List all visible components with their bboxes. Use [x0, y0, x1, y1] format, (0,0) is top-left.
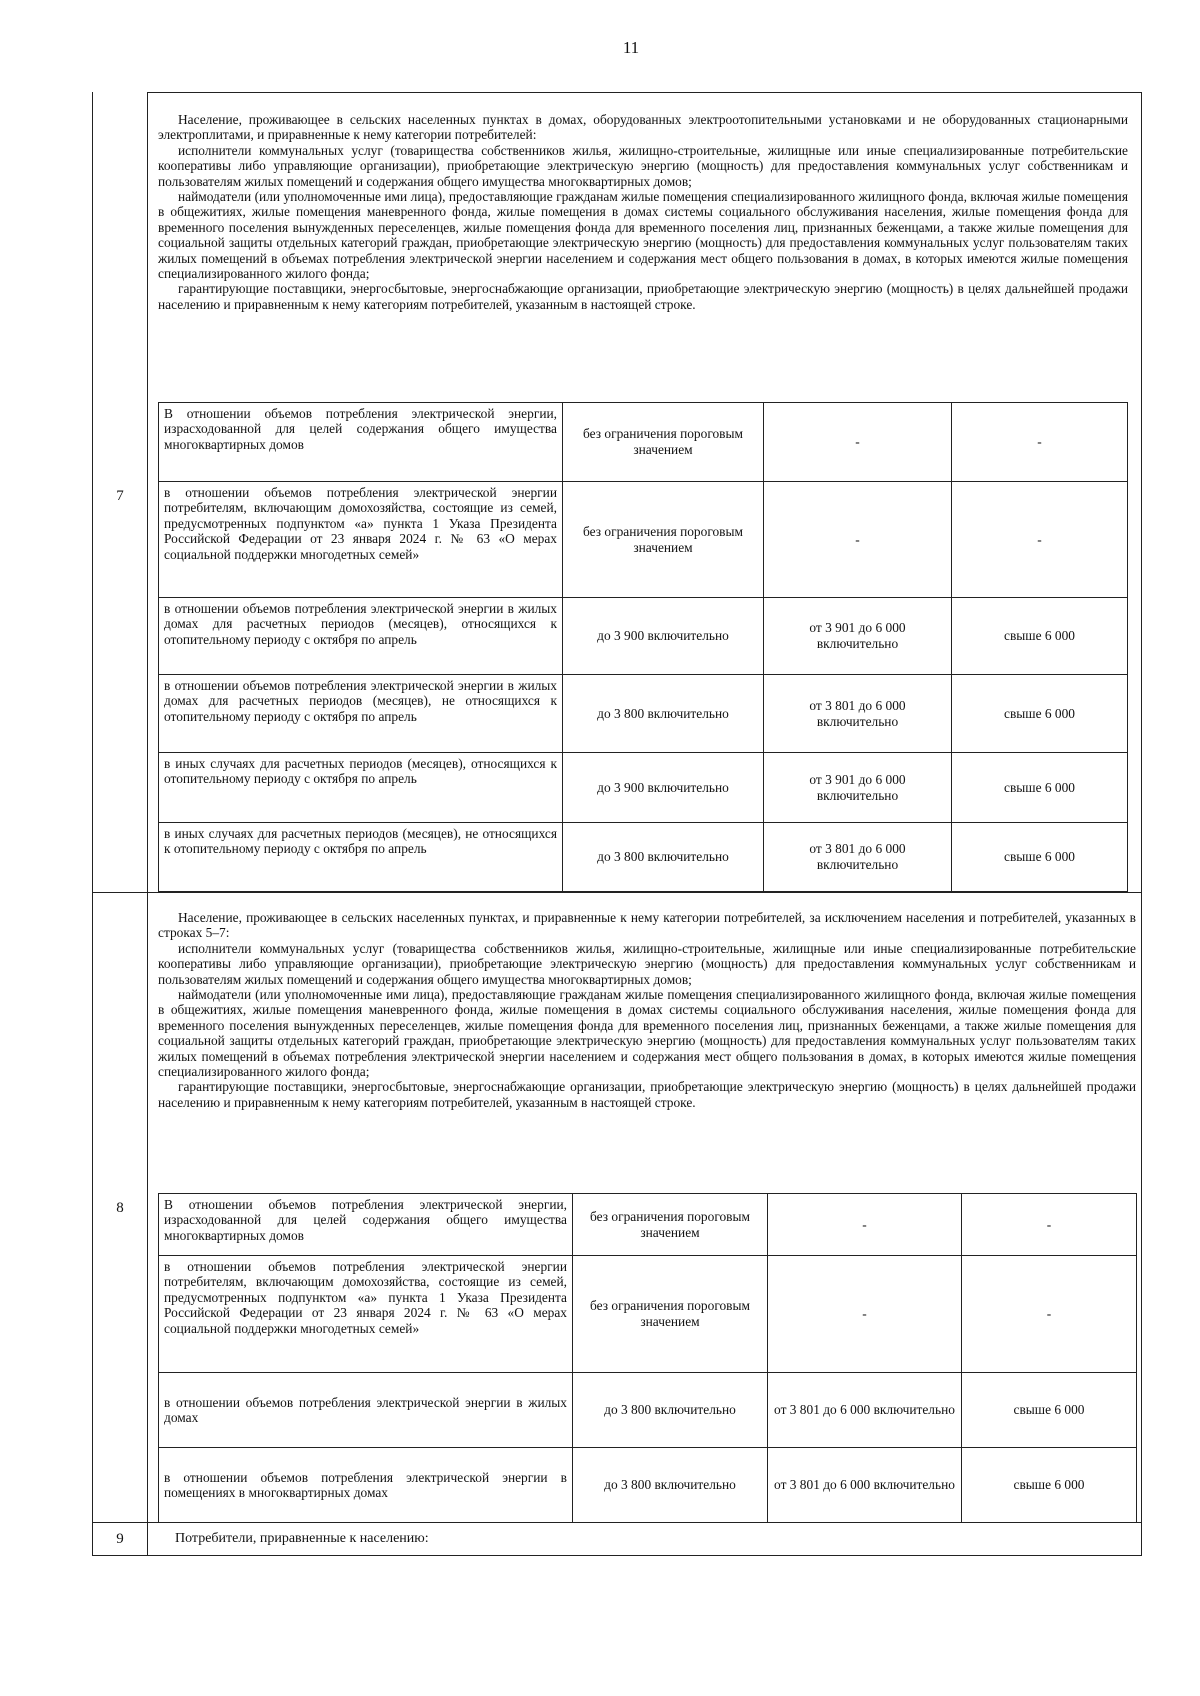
row8-sub1-description: В отношении объемов потребления электрической энергии, израсходованной для целей содержания общего имущества многоквартирных домов — [158, 1193, 573, 1256]
number-column-divider — [147, 92, 148, 1556]
row8-sub4-threshold-2: от 3 801 до 6 000 включительно — [767, 1447, 962, 1523]
row7-sub1-description: В отношении объемов потребления электрической энергии, израсходованной для целей содержания общего имущества многоквартирных домов — [158, 402, 563, 482]
row7-sub3-threshold-3: свыше 6 000 — [951, 597, 1128, 675]
row8-sub3-threshold-2: от 3 801 до 6 000 включительно — [767, 1372, 962, 1448]
row7-sub5-description: в иных случаях для расчетных периодов (месяцев), относящихся к отопительному периоду с октября по апрель — [158, 752, 563, 823]
row8-sub3-threshold-1: до 3 800 включительно — [572, 1372, 768, 1448]
row8-sub1-threshold-3: - — [961, 1193, 1137, 1256]
row7-sub2-threshold-3: - — [951, 481, 1128, 598]
row7-sub5-threshold-3: свыше 6 000 — [951, 752, 1128, 823]
page-number: 11 — [622, 38, 640, 57]
row7-sub1-threshold-2: - — [763, 402, 952, 482]
right-border-line — [1141, 92, 1142, 1556]
intro-paragraph: гарантирующие поставщики, энергосбытовые, энергоснабжающие организации, приобретающие электрическую энергию (мощность) в целях дальнейшей продажи населению и приравненным к нему категориям потребителей, указанным в настоящей строке. — [158, 1079, 1136, 1110]
row7-sub2-description: в отношении объемов потребления электрической энергии потребителям, включающим домохозяйства, состоящие из семей, предусмотренных подпунктом «а» пункта 1 Указа Президента Российской Федерации от 23 января 2024 г. № 63 «О мерах социальной поддержки многодетных семей» — [158, 481, 563, 598]
row8-sub4-threshold-3: свыше 6 000 — [961, 1447, 1137, 1523]
intro-paragraph: гарантирующие поставщики, энергосбытовые, энергоснабжающие организации, приобретающие электрическую энергию (мощность) в целях дальнейшей продажи населению и приравненным к нему категориям потребителей, указанным в настоящей строке. — [158, 281, 1128, 312]
intro-paragraph: исполнители коммунальных услуг (товарищества собственников жилья, жилищно-строительные, жилищные или иные специализированные потребительские кооперативы либо управляющие организации), приобретающие электрическую энергию (мощность) для предоставления коммунальных услуг собственникам и пользователям жилых помещений и содержания общего имущества многоквартирных домов; — [158, 142, 1128, 189]
bottom-border-line — [92, 1555, 1142, 1556]
row7-intro — [158, 112, 1128, 312]
intro-paragraph: Население, проживающее в сельских населенных пунктах в домах, оборудованных электроотопительными установками и не оборудованных стационарными электроплитами, и приравненные к нему категории потребителей: — [158, 112, 1128, 143]
row8-sub1-threshold-2: - — [767, 1193, 962, 1256]
row7-sub1-threshold-1: без ограничения пороговым значением — [562, 402, 764, 482]
row7-sub6-threshold-3: свыше 6 000 — [951, 822, 1128, 892]
intro-paragraph: исполнители коммунальных услуг (товарищества собственников жилья, жилищно-строительные, жилищные или иные специализированные потребительские кооперативы либо управляющие организации), приобретающие электрическую энергию (мощность) для предоставления коммунальных услуг собственникам и пользователям жилых помещений и содержания общего имущества многоквартирных домов; — [158, 940, 1136, 987]
row7-sub6-threshold-1: до 3 800 включительно — [562, 822, 764, 892]
row8-sub4-threshold-1: до 3 800 включительно — [572, 1447, 768, 1523]
row9-text: Потребители, приравненные к населению: — [175, 1531, 429, 1546]
row8-sub2-threshold-2: - — [767, 1255, 962, 1373]
row7-sub2-threshold-1: без ограничения пороговым значением — [562, 481, 764, 598]
row7-sub4-description: в отношении объемов потребления электрической энергии в жилых домах для расчетных периодов (месяцев), не относящихся к отопительному периоду с октября по апрель — [158, 674, 563, 753]
row7-sub6-description: в иных случаях для расчетных периодов (месяцев), не относящихся к отопительному периоду с октября по апрель — [158, 822, 563, 892]
row7-sub4-threshold-1: до 3 800 включительно — [562, 674, 764, 753]
row8-sub1-threshold-1: без ограничения пороговым значением — [572, 1193, 768, 1256]
row-number-7: 7 — [116, 488, 124, 504]
row7-sub2-threshold-2: - — [763, 481, 952, 598]
top-border-line — [147, 92, 1142, 93]
row7-sub3-threshold-2: от 3 901 до 6 000 включительно — [763, 597, 952, 675]
row7-sub4-threshold-3: свыше 6 000 — [951, 674, 1128, 753]
row8-sub4-description: в отношении объемов потребления электрической энергии в помещениях в многоквартирных домах — [158, 1447, 573, 1523]
row7-sub6-threshold-2: от 3 801 до 6 000 включительно — [763, 822, 952, 892]
intro-paragraph: наймодатели (или уполномоченные ими лица), предоставляющие гражданам жилые помещения специализированного жилищного фонда, включая жилые помещения в общежитиях, жилые помещения маневренного фонда, жилые помещения в домах системы социального обслуживания населения, жилые помещения фонда для временного поселения вынужденных переселенцев, жилые помещения фонда для временного поселения лиц, признанных беженцами, а также жилые помещения для социальной защиты отдельных категорий граждан, приобретающие электрическую энергию (мощность) для предоставления коммунальных услуг пользователям таких жилых помещений в объемах потребления электрической энергии населением и содержания мест общего пользования в домах, в которых имеются жилые помещения специализированного жилого фонда; — [158, 189, 1128, 282]
row-number-8: 8 — [116, 1200, 124, 1216]
intro-paragraph: Население, проживающее в сельских населенных пунктах, и приравненные к нему категории потребителей, за исключением населения и потребителей, указанных в строках 5–7: — [158, 910, 1136, 941]
left-border-line — [92, 92, 93, 1556]
row8-sub2-description: в отношении объемов потребления электрической энергии потребителям, включающим домохозяйства, состоящие из семей, предусмотренных подпунктом «а» пункта 1 Указа Президента Российской Федерации от 23 января 2024 г. № 63 «О мерах социальной поддержки многодетных семей» — [158, 1255, 573, 1373]
row-divider-7-8 — [92, 892, 1142, 893]
row8-sub3-description: в отношении объемов потребления электрической энергии в жилых домах — [158, 1372, 573, 1448]
row8-sub3-threshold-3: свыше 6 000 — [961, 1372, 1137, 1448]
row7-sub4-threshold-2: от 3 801 до 6 000 включительно — [763, 674, 952, 753]
row7-sub3-description: в отношении объемов потребления электрической энергии в жилых домах для расчетных периодов (месяцев), относящихся к отопительному периоду с октября по апрель — [158, 597, 563, 675]
row8-intro — [158, 910, 1136, 1110]
row-number-9: 9 — [116, 1531, 124, 1547]
row7-sub5-threshold-1: до 3 900 включительно — [562, 752, 764, 823]
row8-sub2-threshold-1: без ограничения пороговым значением — [572, 1255, 768, 1373]
row7-sub5-threshold-2: от 3 901 до 6 000 включительно — [763, 752, 952, 823]
intro-paragraph: наймодатели (или уполномоченные ими лица), предоставляющие гражданам жилые помещения специализированного жилищного фонда, включая жилые помещения в общежитиях, жилые помещения маневренного фонда, жилые помещения в домах системы социального обслуживания населения, жилые помещения фонда для временного поселения вынужденных переселенцев, жилые помещения фонда для временного поселения лиц, признанных беженцами, а также жилые помещения для социальной защиты отдельных категорий граждан, приобретающие электрическую энергию (мощность) для предоставления коммунальных услуг пользователям таких жилых помещений в объемах потребления электрической энергии населением и содержания мест общего пользования в домах, в которых имеются жилые помещения специализированного жилого фонда; — [158, 987, 1136, 1080]
row8-sub2-threshold-3: - — [961, 1255, 1137, 1373]
row7-sub1-threshold-3: - — [951, 402, 1128, 482]
row7-sub3-threshold-1: до 3 900 включительно — [562, 597, 764, 675]
